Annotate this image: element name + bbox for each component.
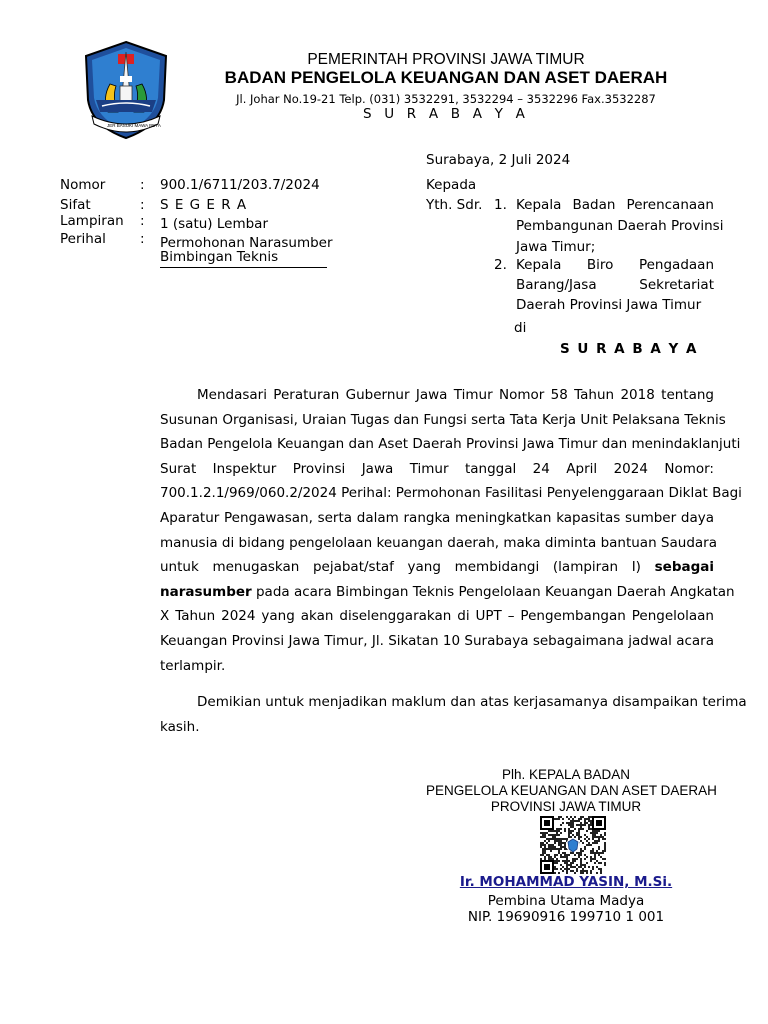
body-line: kasih.: [160, 718, 200, 735]
meta-value-lampiran: 1 (satu) Lembar: [160, 216, 268, 232]
recipient-yth: Yth. Sdr.: [426, 197, 483, 213]
recipient-di: di: [514, 320, 527, 336]
body-text: pada acara Bimbingan Teknis Pengelolaan Keuangan Daerah Angkatan: [251, 583, 735, 600]
body-line: [160, 580, 735, 605]
meta-label-perihal: Perihal: [60, 231, 106, 247]
meta-value-sifat: S E G E R A: [160, 197, 248, 213]
body-line: 700.1.2.1/969/060.2/2024 Perihal: Permohonan Fasilitasi Penyelenggaraan Diklat Bagi: [160, 485, 742, 502]
signature-title-3: PROVINSI JAWA TIMUR: [490, 799, 642, 814]
body-line: Aparatur Pengawasan, serta dalam rangka meningkatkan kapasitas sumber daya: [160, 509, 714, 526]
recipient-kepada: Kepada: [426, 177, 477, 193]
meta-value-nomor: 900.1/6711/203.7/2024: [160, 177, 320, 193]
body-paragraph-2: [160, 690, 747, 739]
body-bold-text: narasumber: [160, 583, 252, 600]
body-line: Demikian untuk menjadikan maklum dan atas kerjasamanya disampaikan terima: [197, 694, 747, 710]
letterhead-government-line: PEMERINTAH PROVINSI JAWA TIMUR: [307, 51, 585, 68]
body-line: Badan Pengelola Keuangan dan Aset Daerah Provinsi Jawa Timur dan menindaklanjuti: [160, 436, 741, 453]
logo-ribbon-text: JER BASUKI MAWA BEYA: [107, 123, 161, 128]
body-text: untuk menugaskan pejabat/staf yang membidangi (lampiran I): [160, 559, 641, 576]
recipient-1-line: Jawa Timur;: [516, 239, 596, 255]
meta-sep: :: [140, 213, 145, 229]
body-line: X Tahun 2024 yang akan diselenggarakan di UPT – Pengembangan Pengelolaan: [160, 608, 714, 625]
body-line: terlampir.: [160, 657, 226, 674]
signatory-name-text: Ir. MOHAMMAD YASIN, M.Si.: [459, 874, 673, 890]
perihal-underline: [160, 267, 327, 268]
letter-date: Surabaya, 2 Juli 2024: [426, 152, 571, 168]
meta-value-perihal: Permohonan Narasumber: [160, 235, 333, 251]
signature-title-2: PENGELOLA KEUANGAN DAN ASET DAERAH: [426, 783, 717, 798]
signatory-rank: Pembina Utama Madya: [487, 893, 645, 909]
letterhead-agency-name: BADAN PENGELOLA KEUANGAN DAN ASET DAERAH: [224, 68, 668, 87]
meta-sep: :: [140, 177, 145, 193]
body-line: Mendasari Peraturan Gubernur Jawa Timur Nomor 58 Tahun 2018 tentang: [197, 387, 714, 403]
recipient-1-line: Pembangunan Daerah Provinsi: [516, 218, 724, 234]
body-line: manusia di bidang pengelolaan keuangan daerah, maka diminta bantuan Saudara: [160, 534, 717, 551]
signatory-nip: NIP. 19690916 199710 1 001: [467, 909, 665, 925]
recipient-2-line: Kepala Biro Pengadaan: [516, 257, 714, 273]
recipient-number-2: 2.: [494, 257, 507, 273]
meta-value-perihal-line2: Bimbingan Teknis: [160, 249, 279, 265]
signatory-name: [426, 874, 706, 890]
signature-title-1: Plh. KEPALA BADAN: [501, 767, 631, 782]
body-line: [160, 555, 714, 580]
meta-label-nomor: Nomor: [60, 177, 106, 193]
meta-label-sifat: Sifat: [60, 197, 91, 213]
recipient-number-1: 1.: [494, 197, 507, 213]
letterhead-city: S U R A B A Y A: [362, 106, 530, 122]
body-line: Keuangan Provinsi Jawa Timur, Jl. Sikatan 10 Surabaya sebagaimana jadwal acara: [160, 632, 714, 649]
electronic-signature-qr-code: [540, 816, 606, 874]
body-paragraph-1: [160, 383, 742, 678]
recipient-2-line: Barang/Jasa Sekretariat: [516, 277, 714, 293]
meta-sep: :: [140, 197, 145, 213]
recipient-city: S U R A B A Y A: [560, 341, 698, 357]
recipient-2-line: Daerah Provinsi Jawa Timur: [516, 297, 702, 313]
meta-sep: :: [140, 231, 145, 247]
body-line: Susunan Organisasi, Uraian Tugas dan Fungsi serta Tata Kerja Unit Pelaksana Teknis: [160, 411, 726, 428]
meta-label-lampiran: Lampiran: [60, 213, 124, 229]
body-line: Surat Inspektur Provinsi Jawa Timur tanggal 24 April 2024 Nomor:: [160, 460, 714, 477]
recipient-1-line: Kepala Badan Perencanaan: [516, 197, 714, 213]
body-bold-text: sebagai: [654, 559, 714, 576]
letterhead-address: Jl. Johar No.19-21 Telp. (031) 3532291, 3532294 – 3532296 Fax.3532287: [236, 92, 656, 106]
